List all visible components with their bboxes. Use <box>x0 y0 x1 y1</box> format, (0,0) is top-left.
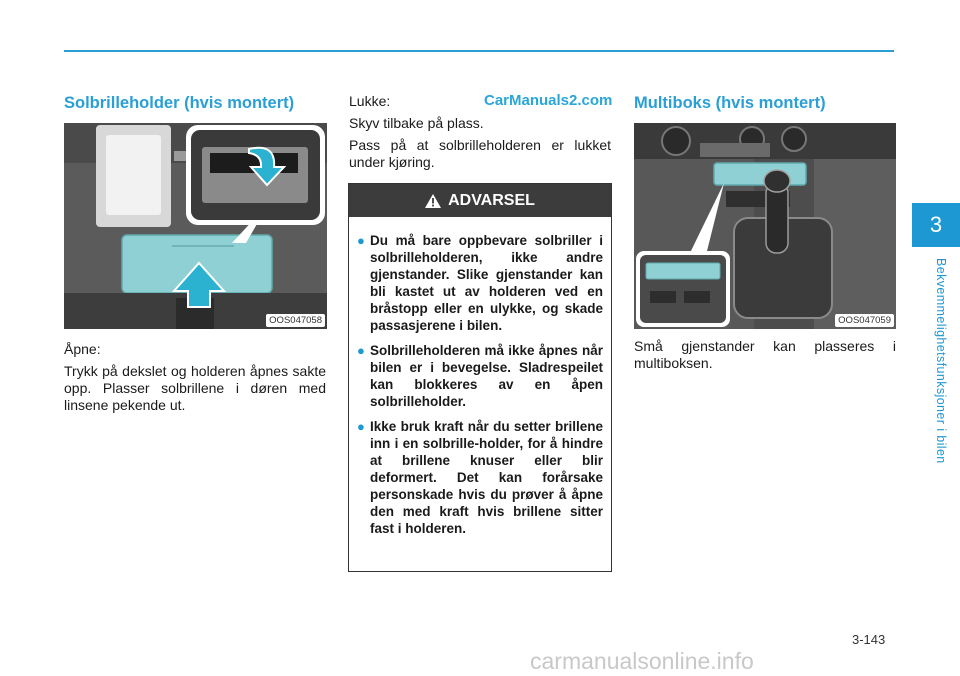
warning-heading: ADVARSEL <box>448 191 535 209</box>
chapter-number: 3 <box>929 212 943 237</box>
warning-item <box>357 232 603 334</box>
close-note: Pass på at solbrilleholderen er lukket under kjøring. <box>349 137 611 170</box>
page-number: 3-143 <box>852 632 886 647</box>
warning-header <box>349 184 611 217</box>
multibox-title: Multiboks (hvis montert) <box>634 94 826 112</box>
close-label: Lukke: <box>349 93 391 109</box>
multibox-illustration <box>634 123 896 329</box>
warning-item <box>357 418 603 537</box>
header-rule <box>64 50 894 52</box>
warning-box <box>348 183 612 572</box>
sunglass-holder-title: Solbrilleholder (hvis montert) <box>64 94 295 112</box>
chapter-side-label: Bekvemmelighetsfunksjoner i bilen <box>934 258 948 464</box>
bullet-icon: ● <box>357 343 365 358</box>
warning-text: Ikke bruk kraft når du setter brillene inn i en solbrille-holder, for å hindre at brillene knuser eller blir deformert. Det kan forårsake personskade hvis du prøver å åpne den med kraft hvis brillene sitter fast i holderen. <box>370 419 603 536</box>
figure-code: OOS047059 <box>835 314 894 327</box>
warning-item <box>357 342 603 410</box>
chapter-tab[interactable] <box>912 203 960 247</box>
left-body <box>64 341 326 419</box>
warning-triangle-icon <box>425 194 441 208</box>
sunglass-holder-illustration <box>64 123 327 329</box>
multibox-figure <box>634 123 896 329</box>
close-instructions: Skyv tilbake på plass. <box>349 115 484 131</box>
warning-text: Solbrilleholderen må ikke åpnes når bilen er i bevegelse. Sladrespeilet kan blokkeres av en åpen solbrilleholder. <box>370 343 603 409</box>
right-body <box>634 338 896 377</box>
warning-list <box>349 217 611 537</box>
sunglass-holder-figure <box>64 123 327 329</box>
footer-watermark[interactable]: carmanualsonline.info <box>530 648 754 674</box>
warning-text: Du må bare oppbevare solbriller i solbrilleholderen, ikke andre gjenstander. Slike gjenstander kan bli kastet ut av holderen ved en bråstopp eller en ulykke, og skade passasjerene i bilen. <box>370 233 603 333</box>
bullet-icon: ● <box>357 419 365 434</box>
open-instructions: Trykk på dekslet og holderen åpnes sakte opp. Plasser solbrillene i døren med linsene pekende ut. <box>64 363 326 413</box>
bullet-icon: ● <box>357 233 365 248</box>
open-label: Åpne: <box>64 341 101 357</box>
figure-code: OOS047058 <box>266 314 325 327</box>
watermark-link[interactable]: CarManuals2.com <box>484 92 613 109</box>
multibox-text: Små gjenstander kan plasseres i multiboksen. <box>634 338 896 371</box>
